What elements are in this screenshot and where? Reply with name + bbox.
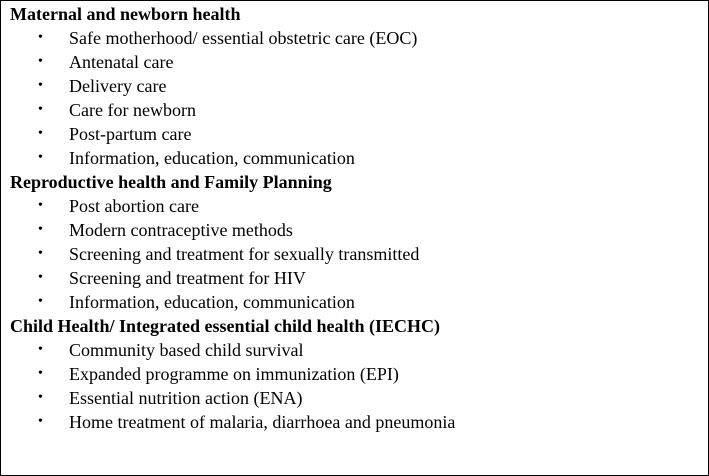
list-item	[10, 290, 704, 314]
list-item	[10, 362, 704, 386]
section-item-list	[10, 26, 704, 170]
list-item-text: Modern contraceptive methods	[69, 220, 293, 240]
bullet-icon: •	[38, 222, 43, 237]
list-item-text: Information, education, communication	[69, 148, 355, 168]
section-heading: Maternal and newborn health	[10, 4, 241, 24]
section-maternal-newborn-health	[10, 2, 704, 170]
list-item-text: Home treatment of malaria, diarrhoea and pneumonia	[69, 412, 456, 432]
document-content	[10, 2, 704, 434]
list-item-text: Post-partum care	[69, 124, 192, 144]
list-item	[10, 266, 704, 290]
bullet-icon: •	[38, 294, 43, 309]
list-item-text: Antenatal care	[69, 52, 174, 72]
list-item	[10, 26, 704, 50]
section-item-list	[10, 194, 704, 314]
bullet-icon: •	[38, 54, 43, 69]
list-item	[10, 194, 704, 218]
bullet-icon: •	[38, 102, 43, 117]
list-item-text: Care for newborn	[69, 100, 196, 120]
bullet-icon: •	[38, 366, 43, 381]
list-item	[10, 122, 704, 146]
list-item-text: Expanded programme on immunization (EPI)	[69, 364, 399, 384]
bullet-icon: •	[38, 414, 43, 429]
bullet-icon: •	[38, 342, 43, 357]
list-item	[10, 386, 704, 410]
bullet-icon: •	[38, 270, 43, 285]
list-item	[10, 410, 704, 434]
bullet-icon: •	[38, 150, 43, 165]
list-item-text: Safe motherhood/ essential obstetric care (EOC)	[69, 28, 418, 48]
list-item	[10, 338, 704, 362]
list-item	[10, 242, 704, 266]
section-item-list	[10, 338, 704, 434]
list-item-text: Screening and treatment for sexually transmitted	[69, 244, 420, 264]
list-item-text: Screening and treatment for HIV	[69, 268, 306, 288]
list-item	[10, 50, 704, 74]
list-item-text: Delivery care	[69, 76, 167, 96]
bullet-icon: •	[38, 126, 43, 141]
list-item	[10, 146, 704, 170]
list-item	[10, 98, 704, 122]
section-reproductive-health-family-planning	[10, 170, 704, 314]
bullet-icon: •	[38, 78, 43, 93]
list-item	[10, 74, 704, 98]
section-heading: Child Health/ Integrated essential child health (IECHC)	[10, 316, 441, 336]
list-item-text: Essential nutrition action (ENA)	[69, 388, 303, 408]
list-item	[10, 218, 704, 242]
section-heading: Reproductive health and Family Planning	[10, 172, 332, 192]
list-item-text: Community based child survival	[69, 340, 304, 360]
bullet-icon: •	[38, 390, 43, 405]
list-item-text: Information, education, communication	[69, 292, 355, 312]
bullet-icon: •	[38, 246, 43, 261]
section-child-health	[10, 314, 704, 434]
bullet-icon: •	[38, 30, 43, 45]
list-item-text: Post abortion care	[69, 196, 199, 216]
bullet-icon: •	[38, 198, 43, 213]
